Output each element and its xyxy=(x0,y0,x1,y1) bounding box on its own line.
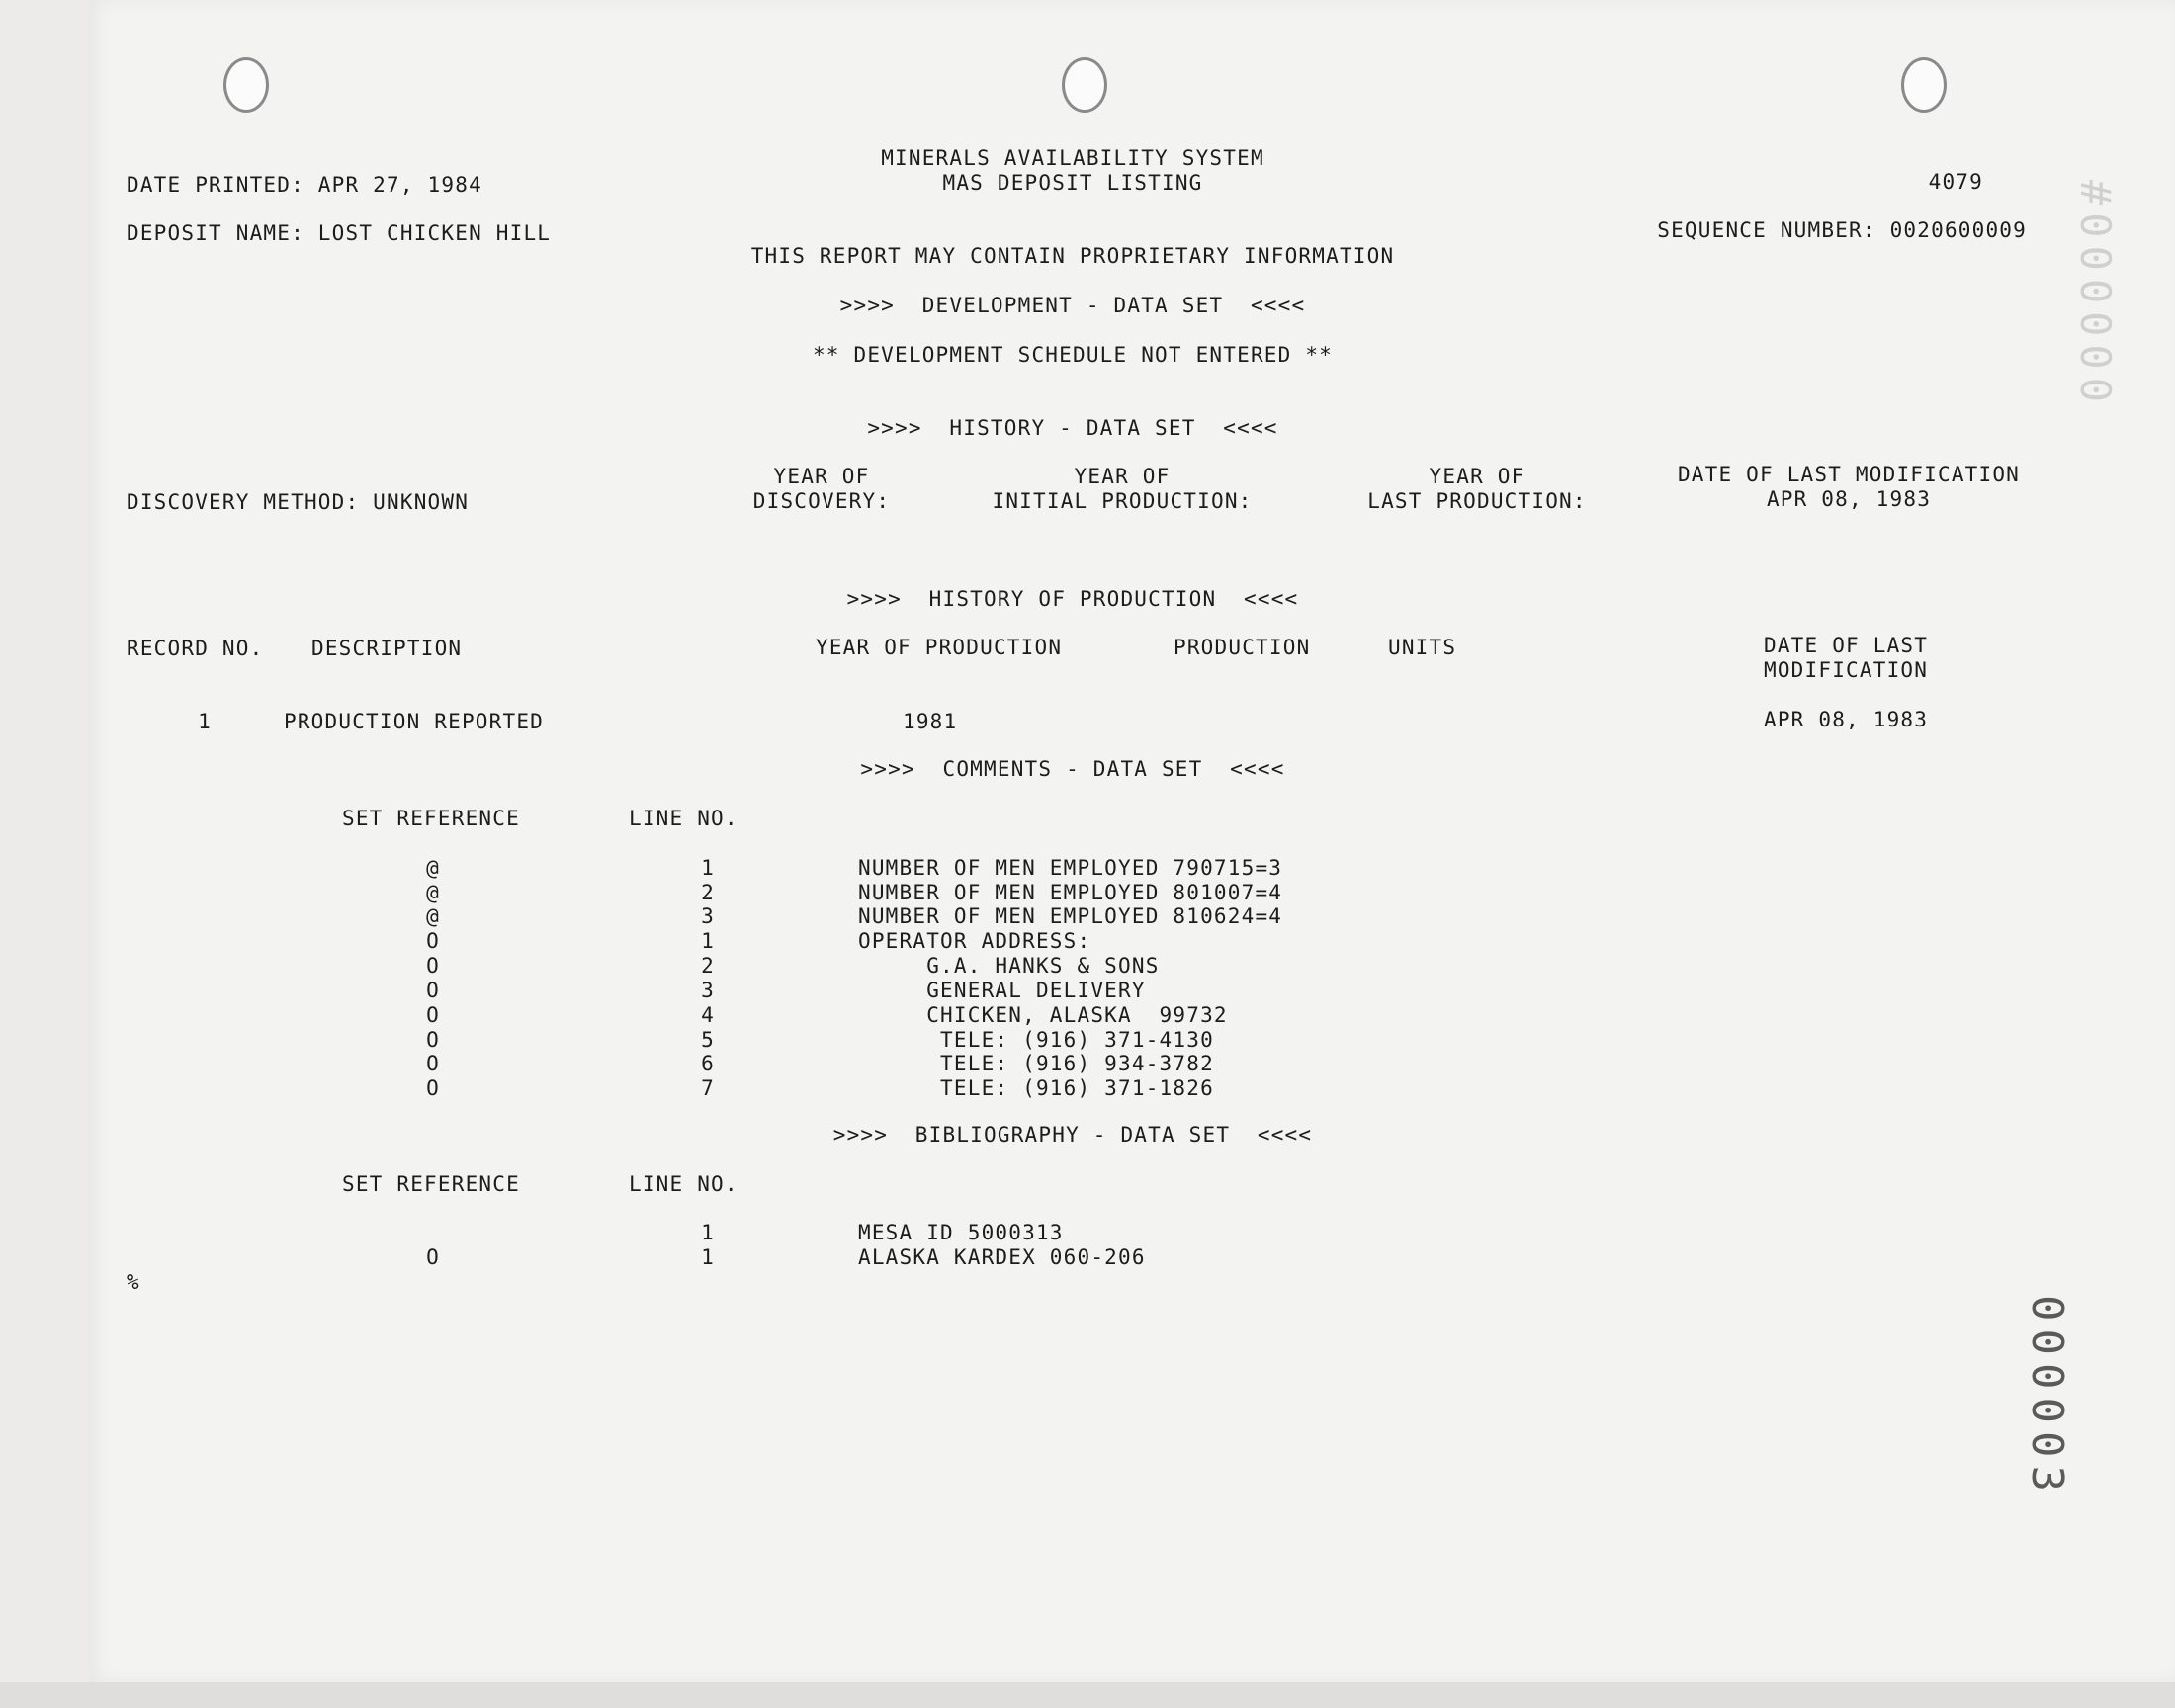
production-row-description: PRODUCTION REPORTED xyxy=(284,710,545,733)
col-units: UNITS xyxy=(1388,636,1457,659)
col-date-of-last-modification-2: MODIFICATION xyxy=(1764,658,1929,682)
year-of-last-production-label-2: LAST PRODUCTION: xyxy=(1367,489,1587,513)
comment-line-no: 2 xyxy=(701,954,715,978)
col-date-of-last-modification: DATE OF LAST xyxy=(1764,634,1929,657)
comment-text: G.A. HANKS & SONS xyxy=(858,954,1160,978)
proprietary-notice: THIS REPORT MAY CONTAIN PROPRIETARY INFORMATION xyxy=(750,244,1395,268)
comment-set-reference: O xyxy=(426,1052,440,1075)
comment-set-reference: O xyxy=(426,929,440,953)
col-description: DESCRIPTION xyxy=(311,637,463,660)
bibliography-text: MESA ID 5000313 xyxy=(858,1221,1064,1244)
year-of-last-production-label: YEAR OF xyxy=(1429,465,1525,488)
comment-set-reference: O xyxy=(426,1003,440,1027)
discovery-method: DISCOVERY METHOD: UNKNOWN xyxy=(127,490,470,514)
year-of-initial-production-label-2: INITIAL PRODUCTION: xyxy=(992,489,1253,513)
comment-line-no: 3 xyxy=(701,904,715,928)
comment-text: OPERATOR ADDRESS: xyxy=(858,929,1091,953)
date-printed: DATE PRINTED: APR 27, 1984 xyxy=(127,173,482,197)
comment-set-reference: O xyxy=(426,979,440,1002)
year-of-discovery-label: YEAR OF xyxy=(773,465,870,488)
comment-text: TELE: (916) 371-1826 xyxy=(858,1076,1214,1100)
comment-line-no: 3 xyxy=(701,979,715,1002)
comment-set-reference: @ xyxy=(426,904,440,928)
production-heading: >>>> HISTORY OF PRODUCTION <<<< xyxy=(846,587,1299,611)
comment-text: GENERAL DELIVERY xyxy=(858,979,1146,1002)
comment-line-no: 4 xyxy=(701,1003,715,1027)
comment-line-no: 1 xyxy=(701,929,715,953)
production-row-last-mod: APR 08, 1983 xyxy=(1764,708,1929,731)
comment-line-no: 2 xyxy=(701,881,715,904)
development-heading: >>>> DEVELOPMENT - DATA SET <<<< xyxy=(839,294,1306,317)
punch-hole-center xyxy=(1062,57,1107,113)
development-note: ** DEVELOPMENT SCHEDULE NOT ENTERED ** xyxy=(812,343,1334,367)
margin-faint-stamp: #000000 xyxy=(2071,180,2120,411)
comment-line-no: 5 xyxy=(701,1028,715,1052)
comment-set-reference: O xyxy=(426,954,440,978)
col-record-no: RECORD NO. xyxy=(127,637,264,660)
comment-set-reference: O xyxy=(426,1076,440,1100)
comment-text: NUMBER OF MEN EMPLOYED 810624=4 xyxy=(858,904,1283,928)
margin-page-stamp: 000003 xyxy=(2022,1295,2072,1499)
comment-line-no: 6 xyxy=(701,1052,715,1075)
comment-line-no: 7 xyxy=(701,1076,715,1100)
bibliography-set-reference: O xyxy=(426,1245,440,1269)
sequence-number: SEQUENCE NUMBER: 0020600009 xyxy=(1657,218,2027,242)
comment-text: TELE: (916) 934-3782 xyxy=(858,1052,1214,1075)
bibliography-heading: >>>> BIBLIOGRAPHY - DATA SET <<<< xyxy=(832,1123,1313,1147)
comment-text: NUMBER OF MEN EMPLOYED 790715=3 xyxy=(858,856,1283,880)
comment-set-reference: @ xyxy=(426,881,440,904)
history-last-mod-label: DATE OF LAST MODIFICATION xyxy=(1677,463,2021,486)
punch-hole-right xyxy=(1901,57,1947,113)
bibliography-text: ALASKA KARDEX 060-206 xyxy=(858,1245,1146,1269)
bibliography-col-line-no: LINE NO. xyxy=(629,1172,739,1196)
comments-heading: >>>> COMMENTS - DATA SET <<<< xyxy=(860,757,1285,781)
comment-set-reference: @ xyxy=(426,856,440,880)
listing-title: MAS DEPOSIT LISTING xyxy=(942,171,1203,195)
footer-mark: % xyxy=(127,1270,140,1294)
year-of-initial-production-label: YEAR OF xyxy=(1074,465,1171,488)
page-number: 4079 xyxy=(1928,170,1983,194)
comments-col-line-no: LINE NO. xyxy=(629,807,739,830)
punch-hole-left xyxy=(223,57,269,113)
comment-line-no: 1 xyxy=(701,856,715,880)
production-row-record-no: 1 xyxy=(198,710,212,733)
col-production: PRODUCTION xyxy=(1174,636,1311,659)
paper-bottom-edge xyxy=(0,1682,2175,1708)
bibliography-line-no: 1 xyxy=(701,1221,715,1244)
deposit-name: DEPOSIT NAME: LOST CHICKEN HILL xyxy=(127,221,552,245)
col-year-of-production: YEAR OF PRODUCTION xyxy=(816,636,1063,659)
comments-col-set-reference: SET REFERENCE xyxy=(342,807,520,830)
system-title: MINERALS AVAILABILITY SYSTEM xyxy=(881,146,1264,170)
bibliography-col-set-reference: SET REFERENCE xyxy=(342,1172,520,1196)
bibliography-line-no: 1 xyxy=(701,1245,715,1269)
production-row-year: 1981 xyxy=(903,710,958,733)
year-of-discovery-label-2: DISCOVERY: xyxy=(752,489,891,513)
history-heading: >>>> HISTORY - DATA SET <<<< xyxy=(867,416,1278,440)
history-last-mod-value: APR 08, 1983 xyxy=(1766,487,1932,511)
comment-set-reference: O xyxy=(426,1028,440,1052)
comment-text: TELE: (916) 371-4130 xyxy=(858,1028,1214,1052)
comment-text: CHICKEN, ALASKA 99732 xyxy=(858,1003,1228,1027)
comment-text: NUMBER OF MEN EMPLOYED 801007=4 xyxy=(858,881,1283,904)
